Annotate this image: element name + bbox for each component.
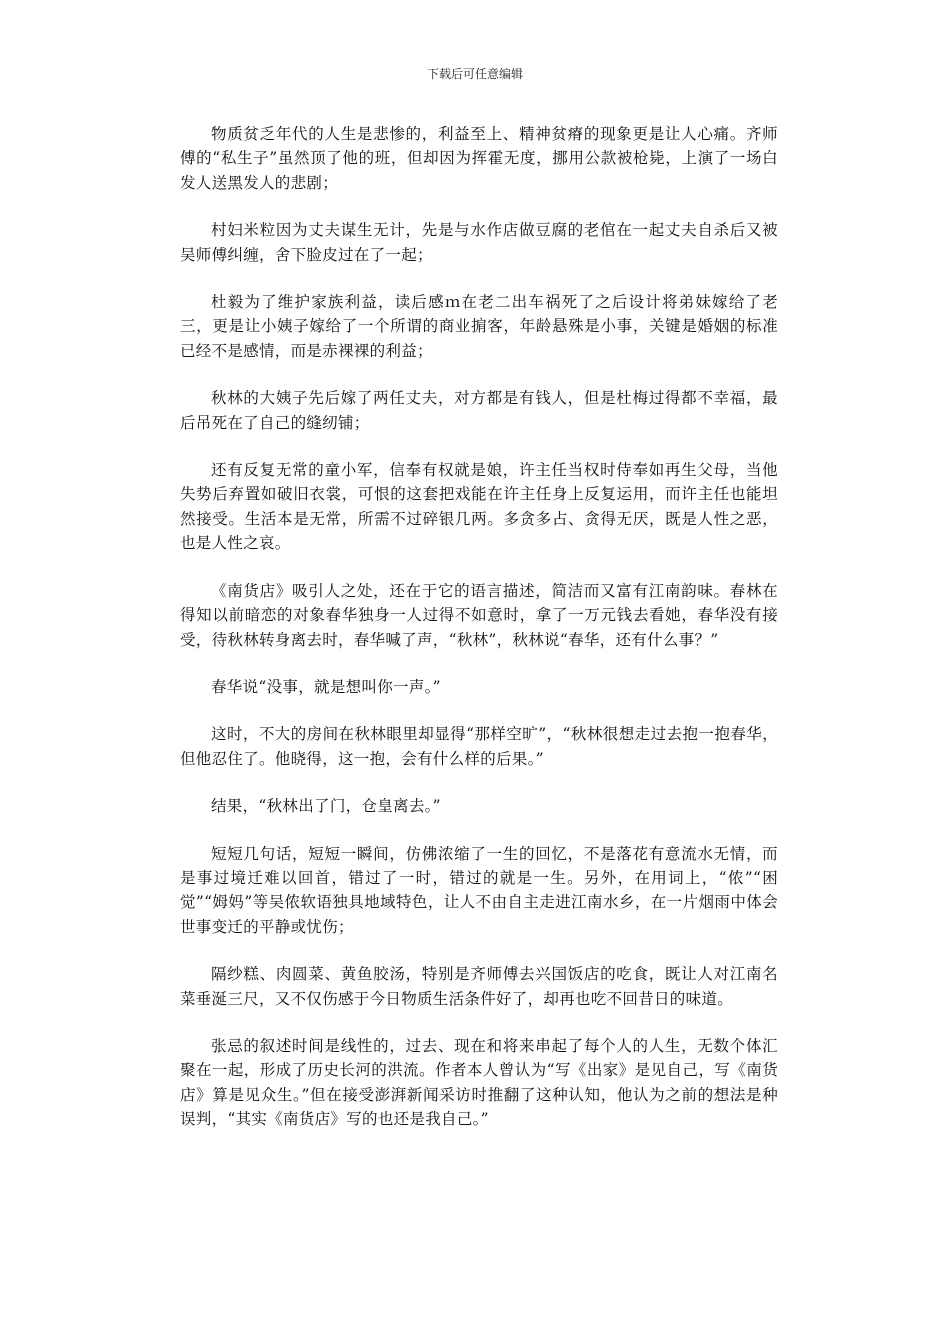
paragraph: 隔纱糕、肉圆菜、黄鱼胶汤，特别是齐师傅去兴国饭店的吃食，既让人对江南名菜垂涎三尺，又不仅伤感于今日物质生活条件好了，却再也吃不回昔日的味道。: [180, 965, 778, 1008]
paragraph: 春华说“没事，就是想叫你一声。”: [211, 677, 441, 696]
paragraph: 村妇米粒因为丈夫谋生无计，先是与水作店做豆腐的老倌在一起丈夫自杀后又被吴师傅纠缠，舍下脸皮过在了一起；: [180, 221, 778, 264]
paragraph: 结果，“秋林出了门，仓皇离去。”: [211, 797, 441, 816]
paragraph: 《南货店》吸引人之处，还在于它的语言描述，简洁而又富有江南韵味。春林在得知以前暗恋的对象春华独身一人过得不如意时，拿了一万元钱去看她，春华没有接受，待秋林转身离去时，春华喊了声，“秋林”，秋林说“春华，还有什么事？”: [180, 581, 778, 649]
paragraph: 张忌的叙述时间是线性的，过去、现在和将来串起了每个人的人生，无数个体汇聚在一起，形成了历史长河的洪流。作者本人曾认为“写《出家》是见自己，写《南货店》算是见众生。”但在接受澎湃新闻采访时推翻了这种认知，他认为之前的想法是种误判，“其实《南货店》写的也还是我自己。”: [180, 1036, 778, 1129]
document-body: [180, 122, 778, 1155]
paragraph: 物质贫乏年代的人生是悲惨的，利益至上、精神贫瘠的现象更是让人心痛。齐师傅的“私生子”虽然顶了他的班，但却因为挥霍无度，挪用公款被枪毙，上演了一场白发人送黑发人的悲剧；: [180, 125, 778, 192]
paragraph: 短短几句话，短短一瞬间，仿佛浓缩了一生的回忆，不是落花有意流水无情，而是事过境迁难以回首，错过了一时，错过的就是一生。另外，在用词上，“侬”“困觉”“姆妈”等吴侬软语独具地域特色，让人不由自主走进江南水乡，在一片烟雨中体会世事变迁的平静或忧伤；: [180, 844, 778, 936]
paragraph: 杜毅为了维护家族利益，读后感ｍ在老二出车祸死了之后设计将弟妹嫁给了老三，更是让小姨子嫁给了一个所谓的商业掮客，年龄悬殊是小事，关键是婚姻的标准已经不是感情，而是赤裸裸的利益；: [180, 293, 778, 360]
paragraph: 秋林的大姨子先后嫁了两任丈夫，对方都是有钱人，但是杜梅过得都不幸福，最后吊死在了自己的缝纫铺；: [180, 389, 778, 432]
paragraph: 这时，不大的房间在秋林眼里却显得“那样空旷”，“秋林很想走过去抱一抱春华，但他忍住了。他晓得，这一抱，会有什么样的后果。”: [180, 725, 778, 768]
page-header-note: 下载后可任意编辑: [426, 67, 523, 81]
paragraph: 还有反复无常的童小军，信奉有权就是娘，许主任当权时侍奉如再生父母，当他失势后弃置如破旧衣裳，可恨的这套把戏能在许主任身上反复运用，而许主任也能坦然接受。生活本是无常，所需不过碎银几两。多贪多占、贪得无厌，既是人性之恶，也是人性之哀。: [180, 461, 778, 553]
